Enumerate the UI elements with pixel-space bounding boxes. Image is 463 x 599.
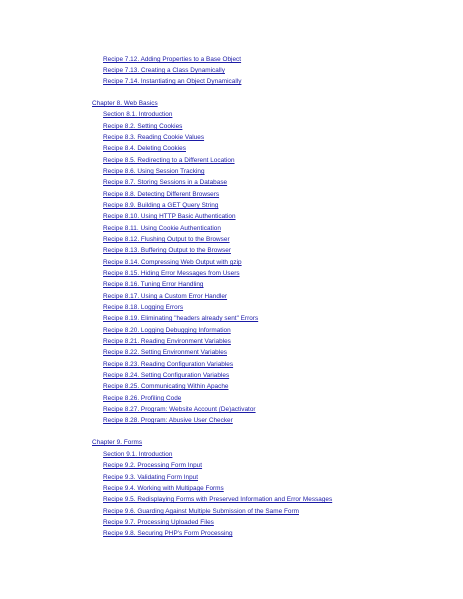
toc-link-recipe-8-2[interactable]: Recipe 8.2. Setting Cookies (103, 123, 183, 130)
toc-link-recipe-7-12[interactable]: Recipe 7.12. Adding Properties to a Base Object (103, 56, 242, 63)
toc-link-recipe-8-26[interactable]: Recipe 8.26. Profiling Code (103, 395, 182, 402)
toc-link-recipe-9-8[interactable]: Recipe 9.8. Securing PHP's Form Processing (103, 530, 233, 537)
toc-link-recipe-8-10[interactable]: Recipe 8.10. Using HTTP Basic Authentication (103, 213, 236, 220)
toc-link-recipe-8-23[interactable]: Recipe 8.23. Reading Configuration Variables (103, 361, 234, 368)
toc-link-recipe-9-6[interactable]: Recipe 9.6. Guarding Against Multiple Submission of the Same Form (103, 508, 299, 515)
toc-link-chapter-9[interactable]: Chapter 9. Forms (92, 439, 143, 446)
toc-link-recipe-8-13[interactable]: Recipe 8.13. Buffering Output to the Browser (103, 247, 231, 254)
toc-link-recipe-8-6[interactable]: Recipe 8.6. Using Session Tracking (103, 168, 205, 175)
toc-link-recipe-8-12[interactable]: Recipe 8.12. Flushing Output to the Browser (103, 236, 230, 243)
toc-link-recipe-8-18[interactable]: Recipe 8.18. Logging Errors (103, 304, 184, 311)
toc-link-recipe-9-5[interactable]: Recipe 9.5. Redisplaying Forms with Preserved Information and Error Messages (103, 496, 333, 503)
toc-link-recipe-8-5[interactable]: Recipe 8.5. Redirecting to a Different Location (103, 157, 235, 164)
toc-link-recipe-8-16[interactable]: Recipe 8.16. Tuning Error Handling (103, 281, 204, 288)
toc-link-recipe-8-7[interactable]: Recipe 8.7. Storing Sessions in a Database (103, 179, 228, 186)
toc-link-recipe-8-24[interactable]: Recipe 8.24. Setting Configuration Variables (103, 372, 230, 379)
toc-link-recipe-8-25[interactable]: Recipe 8.25. Communicating Within Apache (103, 383, 229, 390)
toc-link-recipe-8-11[interactable]: Recipe 8.11. Using Cookie Authentication (103, 225, 221, 232)
toc-link-recipe-8-4[interactable]: Recipe 8.4. Deleting Cookies (103, 145, 186, 152)
toc-link-recipe-9-4[interactable]: Recipe 9.4. Working with Multipage Forms (103, 485, 224, 492)
toc-link-recipe-8-15[interactable]: Recipe 8.15. Hiding Error Messages from Users (103, 270, 240, 277)
toc-link-recipe-8-8[interactable]: Recipe 8.8. Detecting Different Browsers (103, 191, 220, 198)
toc-link-recipe-8-3[interactable]: Recipe 8.3. Reading Cookie Values (103, 134, 205, 141)
toc-link-recipe-7-14[interactable]: Recipe 7.14. Instantiating an Object Dynamically (103, 78, 242, 85)
toc-link-recipe-8-28[interactable]: Recipe 8.28. Program: Abusive User Checker (103, 417, 233, 424)
toc-link-recipe-9-3[interactable]: Recipe 9.3. Validating Form Input (103, 474, 199, 481)
toc-link-recipe-8-17[interactable]: Recipe 8.17. Using a Custom Error Handler (103, 293, 228, 300)
toc-link-recipe-7-13[interactable]: Recipe 7.13. Creating a Class Dynamically (103, 67, 225, 74)
toc-link-recipe-8-22[interactable]: Recipe 8.22. Setting Environment Variables (103, 349, 227, 356)
toc-link-recipe-8-19[interactable]: Recipe 8.19. Eliminating "headers already sent" Errors (103, 315, 259, 322)
toc-link-section-8-1[interactable]: Section 8.1. Introduction (103, 111, 173, 118)
toc-link-recipe-8-21[interactable]: Recipe 8.21. Reading Environment Variables (103, 338, 231, 345)
toc-link-section-9-1[interactable]: Section 9.1. Introduction (103, 451, 173, 458)
toc-link-chapter-8[interactable]: Chapter 8. Web Basics (92, 100, 158, 107)
toc-link-recipe-8-14[interactable]: Recipe 8.14. Compressing Web Output with gzip (103, 259, 242, 266)
toc-link-recipe-8-27[interactable]: Recipe 8.27. Program: Website Account (De)activator (103, 406, 256, 413)
toc-link-recipe-8-20[interactable]: Recipe 8.20. Logging Debugging Information (103, 327, 231, 334)
toc-link-recipe-9-2[interactable]: Recipe 9.2. Processing Form Input (103, 462, 203, 469)
toc-link-recipe-9-7[interactable]: Recipe 9.7. Processing Uploaded Files (103, 519, 214, 526)
toc-link-recipe-8-9[interactable]: Recipe 8.9. Building a GET Query String (103, 202, 219, 209)
